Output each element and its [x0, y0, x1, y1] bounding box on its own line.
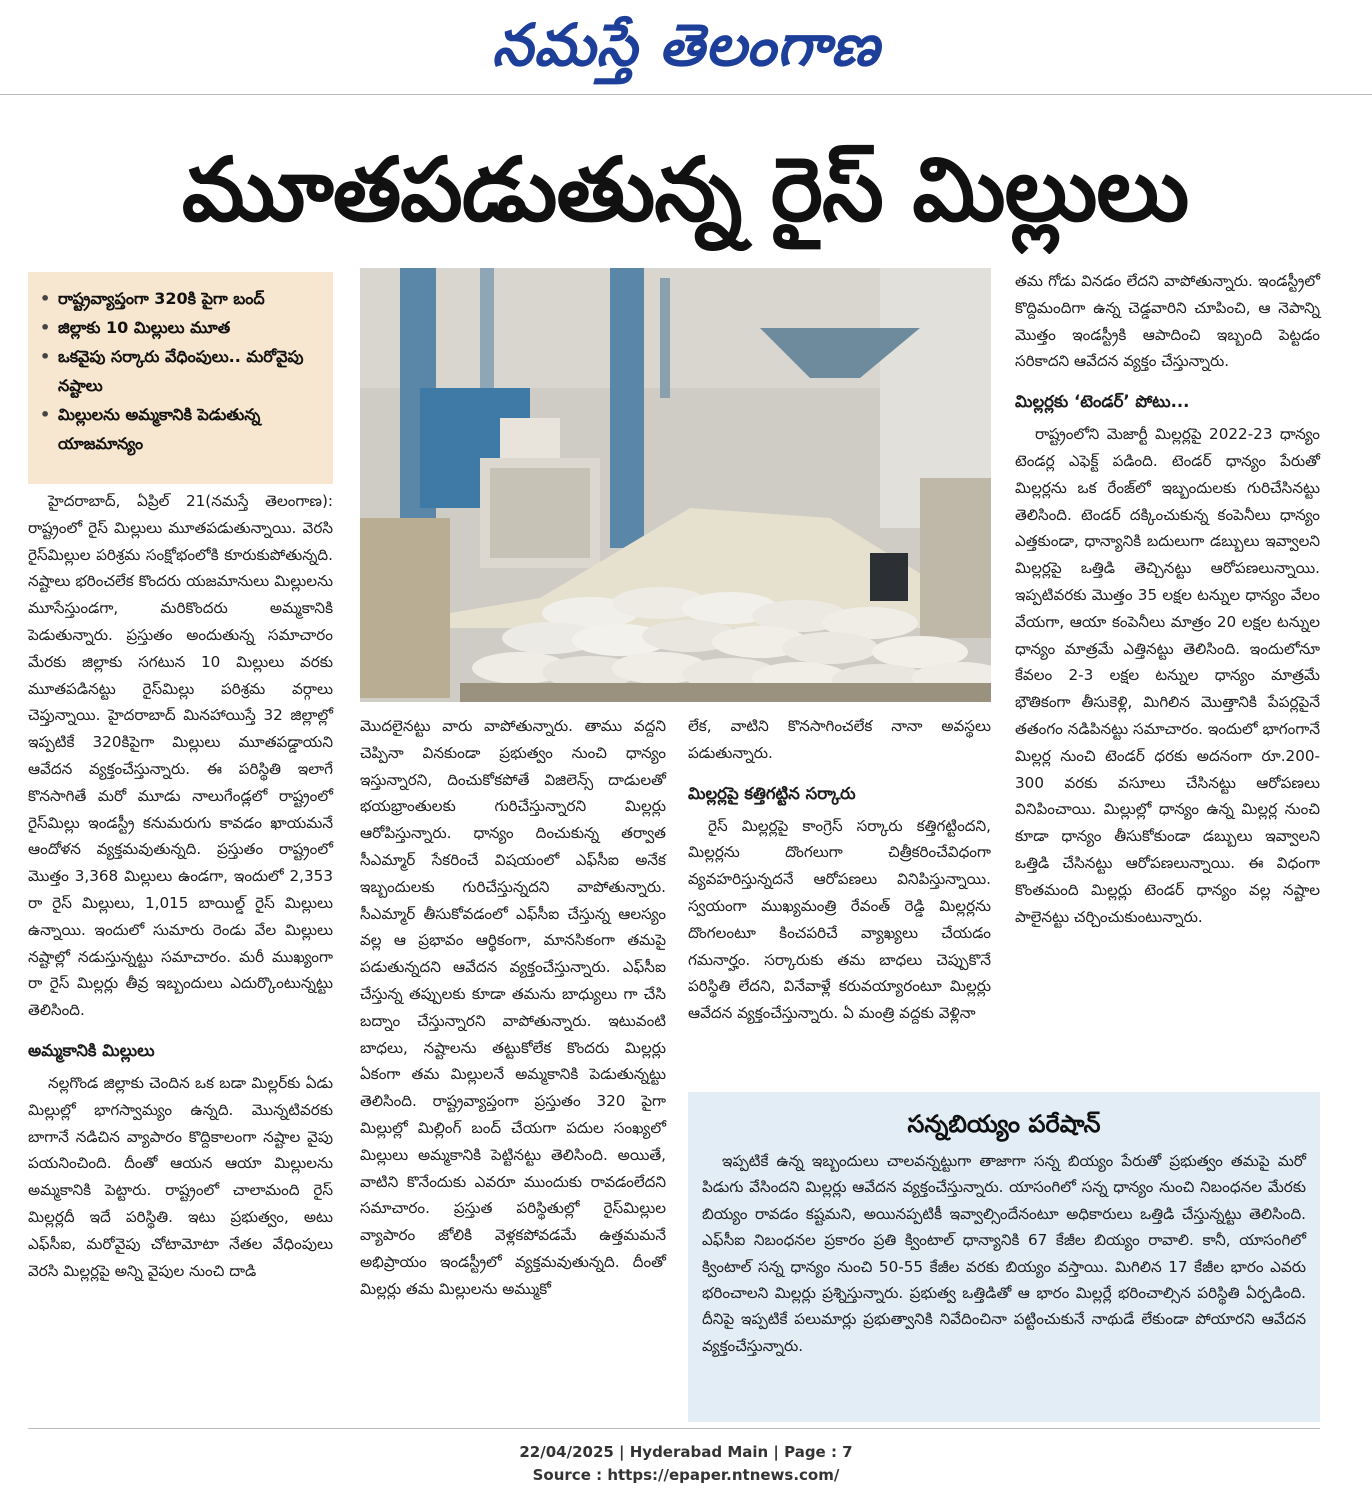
bullet-icon: •	[40, 318, 51, 337]
article-paragraph: నల్లగొండ జిల్లాకు చెందిన ఒక బడా మిల్లర్‌కు ఏడు మిల్లుల్లో భాగస్వామ్యం ఉన్నది. మొన్నటివరకు బాగానే నడిచిన వ్యాపారం కొద్దికాలంగా నష్టాల వైపు పయనించింది. దీంతో ఆయన ఆయా మిల్లులను అమ్మకానికి పెట్టారు. రాష్ట్రంలో చాలామంది రైస్ మిల్లర్లదీ ఇదే పరిస్థితి. ఇటు ప్రభుత్వం, అటు ఎఫ్‌సీఐ, మరోవైపు చోటామోటా నేతల వేధింపులు వెరసి మిల్లర్లపై అన్ని వైపుల నుంచి దాడి	[28, 1073, 333, 1280]
article-paragraph: హైదరాబాద్, ఏప్రిల్ 21(నమస్తే తెలంగాణ): రాష్ట్రంలో రైస్ మిల్లులు మూతపడుతున్నాయి. వెరసి రైస్‌మిల్లుల పరిశ్రమ సంక్షోభంలోకి కూరుకుపోతున్నది. నష్టాలు భరించలేక కొందరు యజమానులు మిల్లులను మూసేస్తుండగా, మరికొందరు అమ్మకానికి పెడుతున్నారు. ప్రస్తుతం అందుతున్న సమాచారం మేరకు జిల్లాకు సగటున 10 మిల్లులు వరకు మూతపడినట్టు రైస్‌మిల్లు పరిశ్రమ వర్గాలు చెప్తున్నాయి. హైదరాబాద్ మినహాయిస్తే 32 జిల్లాల్లో ఇప్పటికే 320కిపైగా మిల్లులు మూతపడ్డాయని ఆవేదన వ్యక్తంచేస్తున్నారు. ఈ పరిస్థితి ఇలాగే కొనసాగితే మరో మూడు నాలుగేండ్లలో రాష్ట్రంలో రైస్‌మిల్లు ఇండస్ట్రీ కనుమరుగు కావడం ఖాయమనే ఆందోళన వ్యక్తమవుతున్నది. ప్రస్తుతం రాష్ట్రంలో మొత్తం 3,368 మిల్లులు ఉండగా, ఇందులో 2,353 రా రైస్ మిల్లులు, 1,015 బాయిల్డ్ రైస్ మిల్లులు ఉన్నాయి. ఇందులో సుమారు రెండు వేల మిల్లులు నష్టాల్లో నడుస్తున్నట్టు సమాచారం. మరీ ముఖ్యంగా రా రైస్ మిల్లర్లు తీవ్ర ఇబ్బందులు ఎదుర్కొంటున్నట్టు తెలిసింది.	[28, 492, 333, 1020]
article-column-1	[28, 488, 333, 1284]
bullet-icon: •	[40, 347, 51, 366]
article-photo	[360, 268, 991, 702]
article-column-4	[1015, 268, 1320, 930]
section-subhead: మిల్లర్లకు ‘టెండర్’ పోటు...	[1015, 392, 1190, 412]
article-column-2	[360, 713, 666, 1303]
box-body: ఇప్పటికే ఉన్న ఇబ్బందులు చాలవన్నట్టుగా తాజాగా సన్న బియ్యం పేరుతో ప్రభుత్వం తమపై మరో పిడుగు వేసిందని మిల్లర్లు ఆవేదన వ్యక్తంచేస్తున్నారు. యాసంగిలో సన్న ధాన్యం నుంచి నిబంధనల మేరకు బియ్యం రావడం కష్టమని, అయినప్పటికీ ఇవ్వాల్సిందేనంటూ అధికారులు ఒత్తిడి చేస్తున్నట్టు తెలిసింది. ఎఫ్‌సీఐ నిబంధనల ప్రకారం ప్రతి క్వింటాల్ ధాన్యానికి 67 కేజీల బియ్యం రావాలి. కానీ, యాసంగిలో క్వింటాల్ సన్న ధాన్యం నుంచి 50-55 కేజీల వరకు బియ్యం వస్తాయి. మిగిలిన 17 కేజీల భారం ఎవరు భరించాలని మిల్లర్లు ప్రశ్నిస్తున్నారు. ప్రభుత్వ ఒత్తిడితో ఆ భారం మిల్లర్లే భరించాల్సిన పరిస్థితి ఏర్పడింది. దీనిపై ఇప్పటికే పలుమార్లు ప్రభుత్వానికి నివేదించినా పట్టించుకునే నాథుడే లేకుండా పోయారని ఆవేదన వ్యక్తంచేస్తున్నారు.	[702, 1152, 1306, 1355]
highlight-item: • ఒకవైపు సర్కారు వేధింపులు.. మరోవైపు నష్టాలు	[40, 342, 323, 400]
highlights-box	[28, 272, 333, 484]
masthead-divider	[0, 94, 1372, 95]
article-paragraph: రాష్ట్రంలోని మెజార్టీ మిల్లర్లపై 2022-23 ధాన్యం టెండర్ల ఎఫెక్ట్ పడింది. టెండర్ ధాన్యం పేరుతో మిల్లర్లను ఒక రేంజ్‌లో ఇబ్బందులకు గురిచేసినట్టు తెలిసింది. టెండర్ దక్కించుకున్న కంపెనీలు ధాన్యం ఎత్తకుండా, ధాన్యానికి బదులుగా డబ్బులు ఇవ్వాలని మిల్లర్లపై ఒత్తిడి తెచ్చినట్టు ఆరోపణలున్నాయి. ఇప్పటివరకు మొత్తం 35 లక్షల టన్నుల ధాన్యం వేలం వేయగా, ఆయా కంపెనీలు మాత్రం 20 లక్షల టన్నుల ధాన్యం మాత్రమే ఎత్తినట్టు తెలిసింది. ఇందులోనూ కేవలం 2-3 లక్షల టన్నుల ధాన్యం మాత్రమే భౌతికంగా తీసుకెళ్లి, మిగిలిన మొత్తానికి పేపర్లపైనే తతంగం నడిపినట్టు సమాచారం. ఇందులో భాగంగానే మిల్లర్ల నుంచి టెండర్ ధరకు అదనంగా రూ.200-300 వరకు వసూలు చేసినట్టు ఆరోపణలు వినిపించాయి. మిల్లుల్లో ధాన్యం ఉన్న మిల్లర్ల నుంచి కూడా ధాన్యం తీసుకోకుండా డబ్బులు ఇవ్వాలని ఒత్తిడి చేసినట్టు ఆరోపణలున్నాయి. ఈ విధంగా కొంతమంది మిల్లర్లు టెండర్ ధాన్యం వల్ల నష్టాల పాలైనట్టు చర్చించుకుంటున్నారు.	[1015, 425, 1320, 926]
footer-source-line: Source : https://epaper.ntnews.com/	[532, 1466, 840, 1484]
section-subhead: మిల్లర్లపై కత్తిగట్టిన సర్కారు	[688, 783, 856, 803]
section-subhead: అమ్మకానికి మిల్లులు	[28, 1040, 155, 1060]
masthead-logo: నమస్తే తెలంగాణ	[492, 11, 880, 79]
article-column-3	[688, 713, 991, 1027]
bullet-icon: •	[40, 289, 51, 308]
rice-mill-photo	[360, 268, 991, 702]
highlight-item: • రాష్ట్రవ్యాప్తంగా 320కి పైగా బంద్	[40, 284, 323, 313]
article-paragraph: తమ గోడు వినడం లేదని వాపోతున్నారు. ఇండస్ట్రీలో కొద్దిమందిగా ఉన్న చెడ్డవారిని చూపించి, ఆ నెపాన్ని మొత్తం ఇండస్ట్రీకి ఆపాదించి ఇబ్బంది పెట్టడం సరికాదని ఆవేదన వ్యక్తం చేస్తున్నారు.	[1015, 272, 1320, 371]
article-paragraph: లేక, వాటిని కొనసాగించలేక నానా అవస్థలు పడుతున్నారు.	[688, 717, 991, 762]
highlight-item: • జిల్లాకు 10 మిల్లులు మూత	[40, 313, 323, 342]
highlight-item: • మిల్లులను అమ్మకానికి పెడుతున్న యాజమాన్యం	[40, 400, 323, 458]
footer-date-line: 22/04/2025 | Hyderabad Main | Page : 7	[519, 1443, 853, 1461]
sidebar-box	[688, 1092, 1320, 1422]
box-title: సన్నబియ్యం పరేషాన్	[907, 1110, 1101, 1138]
footer-divider	[28, 1428, 1320, 1429]
article-paragraph: రైస్ మిల్లర్లపై కాంగ్రెస్ సర్కారు కత్తిగట్టిందని, మిల్లర్లను దొంగలుగా చిత్రీకరించేవిధంగా వ్యవహరిస్తున్నదనే ఆరోపణలు వినిపిస్తున్నాయి. స్వయంగా ముఖ్యమంత్రి రేవంత్ రెడ్డి మిల్లర్లను దొంగలంటూ కించపరిచే వ్యాఖ్యలు చేయడం గమనార్హం. సర్కారుకు తమ బాధలు చెప్పుకొనే పరిస్థితి లేదని, వినేవాళ్లే కరువయ్యారంటూ మిల్లర్లు ఆవేదన వ్యక్తంచేస్తున్నారు. ఏ మంత్రి వద్దకు వెళ్లినా	[688, 816, 991, 1023]
article-paragraph: మొదలైనట్టు వారు వాపోతున్నారు. తాము వద్దని చెప్పినా వినకుండా ప్రభుత్వం నుంచి ధాన్యం ఇస్తున్నారని, దించుకోకపోతే విజిలెన్స్ దాడులతో భయభ్రాంతులకు గురిచేస్తున్నారని మిల్లర్లు ఆరోపిస్తున్నారు. ధాన్యం దించుకున్న తర్వాత సీఎమ్మార్ సేకరించే విషయంలో ఎఫ్‌సీఐ అనేక ఇబ్బందులకు గురిచేస్తున్నదని వాపోతున్నారు. సీఎమ్మార్ తీసుకోవడంలో ఎఫ్‌సీఐ చేస్తున్న ఆలస్యం వల్ల ఆ ప్రభావం ఆర్థికంగా, మానసికంగా తమపై పడుతున్నదని ఆవేదన వ్యక్తంచేస్తున్నారు. ఎఫ్‌సీఐ చేస్తున్న తప్పులకు కూడా తమను బాధ్యులు గా చేసి బద్నాం చేస్తున్నారని వాపోతున్నారు. ఇటువంటి బాధలు, నష్టాలను తట్టుకోలేక కొందరు మిల్లర్లు ఏకంగా తమ మిల్లులనే అమ్మకానికి పెడుతున్నట్టు తెలిసింది. రాష్ట్రవ్యాప్తంగా ప్రస్తుతం 320 పైగా మిల్లుల్లో మిల్లింగ్ బంద్ చేయగా పదుల సంఖ్యలో మిల్లులు అమ్మకానికి పెట్టినట్టు తెలిసింది. అయితే, వాటిని కొనేందుకు ఎవరూ ముందుకు రావడంలేదని సమాచారం. ప్రస్తుత పరిస్థితుల్లో రైస్‌మిల్లుల వ్యాపారం జోలికి వెళ్లకపోవడమే ఉత్తమమనే అభిప్రాయం ఇండస్ట్రీలో వ్యక్తమవుతున్నది. దీంతో మిల్లర్లు తమ మిల్లులను అమ్ముకో	[360, 717, 666, 1298]
article-headline: మూతపడుతున్న రైస్ మిల్లులు	[181, 138, 1189, 241]
bullet-icon: •	[40, 405, 51, 424]
